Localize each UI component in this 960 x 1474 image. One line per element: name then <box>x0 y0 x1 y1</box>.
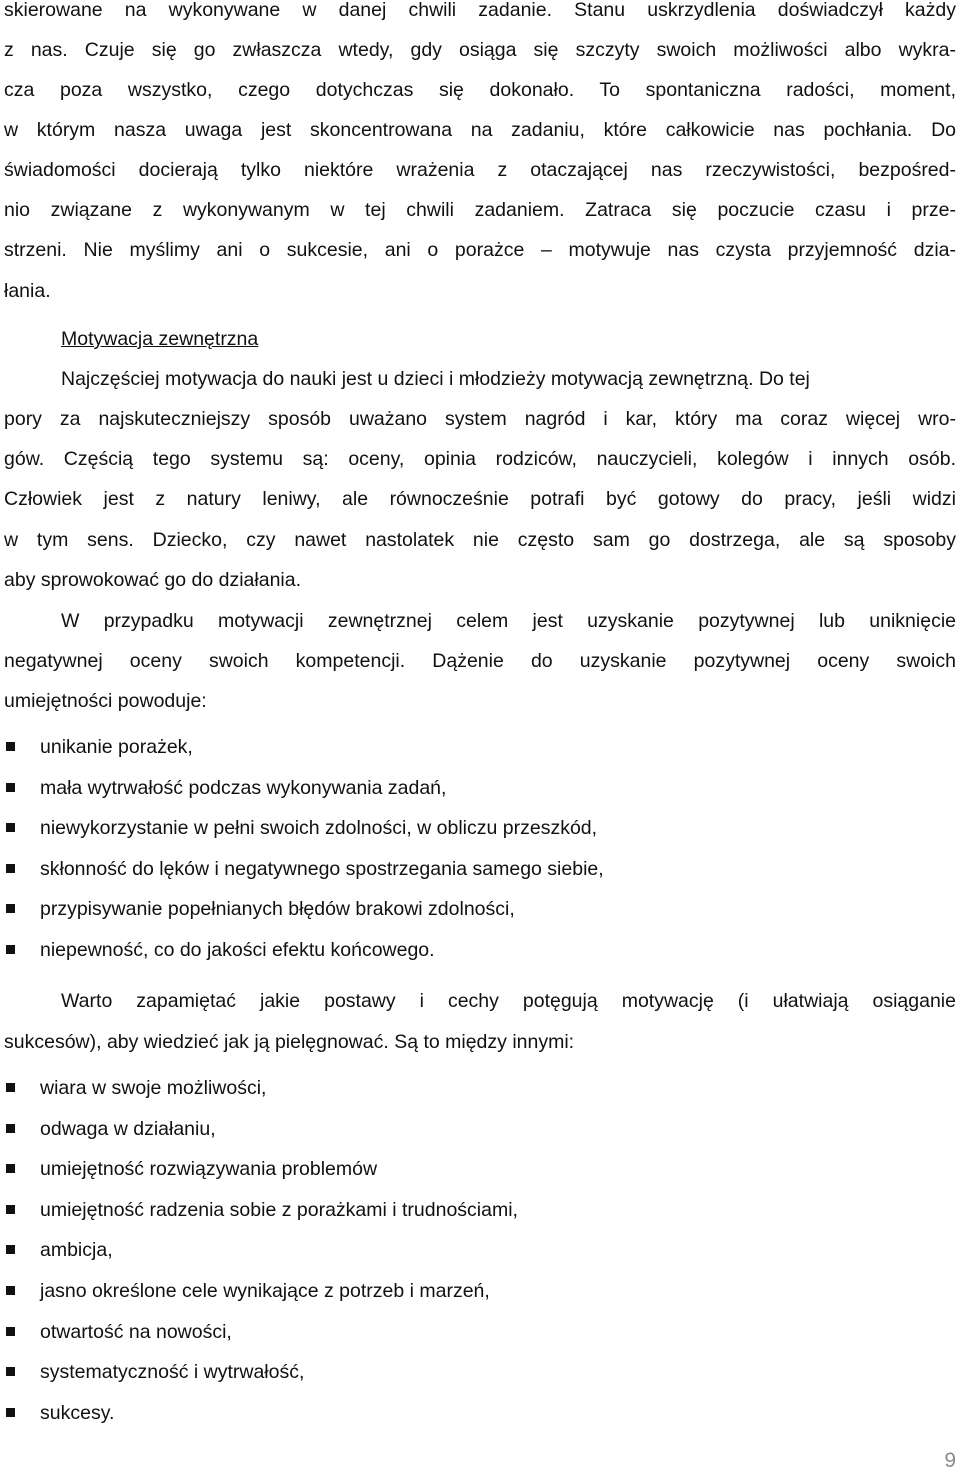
paragraph-line: W przypadku motywacji zewnętrznej celem jest uzyskanie pozytywnej lub uniknięcie <box>61 610 956 632</box>
paragraph-line: aby sprowokować go do działania. <box>4 569 302 591</box>
list-item-text: niepewność, co do jakości efektu końcowego. <box>40 939 435 961</box>
paragraph-line: pory za najskuteczniejszy sposób uważano system nagród i kar, który ma coraz więcej wro- <box>4 408 956 430</box>
square-bullet-icon <box>6 864 15 873</box>
list-item <box>4 1156 944 1182</box>
list-item <box>4 937 944 963</box>
square-bullet-icon <box>6 1083 15 1092</box>
list-item <box>4 734 944 760</box>
paragraph-line: w którym nasza uwaga jest skoncentrowana na zadaniu, które całkowicie nas pochłania. Do <box>4 119 956 141</box>
square-bullet-icon <box>6 1164 15 1173</box>
list-item-text: niewykorzystanie w pełni swoich zdolności, w obliczu przeszkód, <box>40 817 598 839</box>
paragraph-line: Najczęściej motywacja do nauki jest u dzieci i młodzieży motywacją zewnętrzną. Do tej <box>61 368 810 390</box>
list-item-text: umiejętność rozwiązywania problemów <box>40 1158 378 1180</box>
paragraph-line: Człowiek jest z natury leniwy, ale równocześnie potrafi być gotowy do pracy, jeśli widzi <box>4 488 956 510</box>
square-bullet-icon <box>6 1367 15 1376</box>
list-item <box>4 896 944 922</box>
list-item-text: odwaga w działaniu, <box>40 1118 216 1140</box>
paragraph-line: Warto zapamiętać jakie postawy i cechy potęgują motywację (i ułatwiają osiąganie <box>61 990 956 1012</box>
square-bullet-icon <box>6 1327 15 1336</box>
list-item <box>4 1116 944 1142</box>
list-item-text: ambicja, <box>40 1239 113 1261</box>
list-item-text: unikanie porażek, <box>40 736 193 758</box>
paragraph-line: nio związane z wykonywanym w tej chwili zadaniem. Zatraca się poczucie czasu i prze- <box>4 199 956 221</box>
list-item <box>4 1400 944 1426</box>
square-bullet-icon <box>6 783 15 792</box>
paragraph-line: łania. <box>4 280 51 302</box>
paragraph-line: negatywnej oceny swoich kompetencji. Dążenie do uzyskanie pozytywnej oceny swoich <box>4 650 956 672</box>
paragraph-line: skierowane na wykonywane w danej chwili zadanie. Stanu uskrzydlenia doświadczył każdy <box>4 0 956 21</box>
list-item-text: skłonność do lęków i negatywnego spostrzegania samego siebie, <box>40 858 604 880</box>
paragraph-line: z nas. Czuje się go zwłaszcza wtedy, gdy osiąga się szczyty swoich możliwości albo wykra- <box>4 39 956 61</box>
square-bullet-icon <box>6 1205 15 1214</box>
list-item <box>4 815 944 841</box>
list-item-text: wiara w swoje możliwości, <box>40 1077 267 1099</box>
paragraph-line: strzeni. Nie myślimy ani o sukcesie, ani o porażce – motywuje nas czysta przyjemność dzia- <box>4 239 956 261</box>
list-item <box>4 1359 944 1385</box>
square-bullet-icon <box>6 742 15 751</box>
square-bullet-icon <box>6 823 15 832</box>
list-item-text: otwartość na nowości, <box>40 1321 232 1343</box>
list-item-text: przypisywanie popełnianych błędów brakowi zdolności, <box>40 898 515 920</box>
paragraph-line: cza poza wszystko, czego dotychczas się dokonało. To spontaniczna radości, moment, <box>4 79 956 101</box>
square-bullet-icon <box>6 904 15 913</box>
list-item-text: systematyczność i wytrwałość, <box>40 1361 305 1383</box>
list-item <box>4 1197 944 1223</box>
square-bullet-icon <box>6 1124 15 1133</box>
list-item <box>4 1278 944 1304</box>
square-bullet-icon <box>6 1286 15 1295</box>
list-item <box>4 1237 944 1263</box>
list-item-text: umiejętność radzenia sobie z porażkami i trudnościami, <box>40 1199 518 1221</box>
list-item <box>4 856 944 882</box>
paragraph-line: w tym sens. Dziecko, czy nawet nastolatek nie często sam go dostrzega, ale są sposoby <box>4 529 956 551</box>
paragraph-line: sukcesów), aby wiedzieć jak ją pielęgnować. Są to między innymi: <box>4 1031 575 1053</box>
list-item-text: jasno określone cele wynikające z potrzeb i marzeń, <box>40 1280 490 1302</box>
paragraph-line: gów. Częścią tego systemu są: oceny, opinia rodziców, nauczycieli, kolegów i innych osób. <box>4 448 956 470</box>
paragraph-line: umiejętności powoduje: <box>4 690 207 712</box>
list-item-text: sukcesy. <box>40 1402 115 1424</box>
list-item <box>4 1319 944 1345</box>
square-bullet-icon <box>6 1245 15 1254</box>
list-item <box>4 775 944 801</box>
page-number: 9 <box>944 1449 956 1472</box>
section-heading: Motywacja zewnętrzna <box>61 328 259 350</box>
list-item <box>4 1075 944 1101</box>
square-bullet-icon <box>6 945 15 954</box>
square-bullet-icon <box>6 1408 15 1417</box>
paragraph-line: świadomości docierają tylko niektóre wrażenia z otaczającej nas rzeczywistości, bezpośred- <box>4 159 956 181</box>
list-item-text: mała wytrwałość podczas wykonywania zadań, <box>40 777 447 799</box>
